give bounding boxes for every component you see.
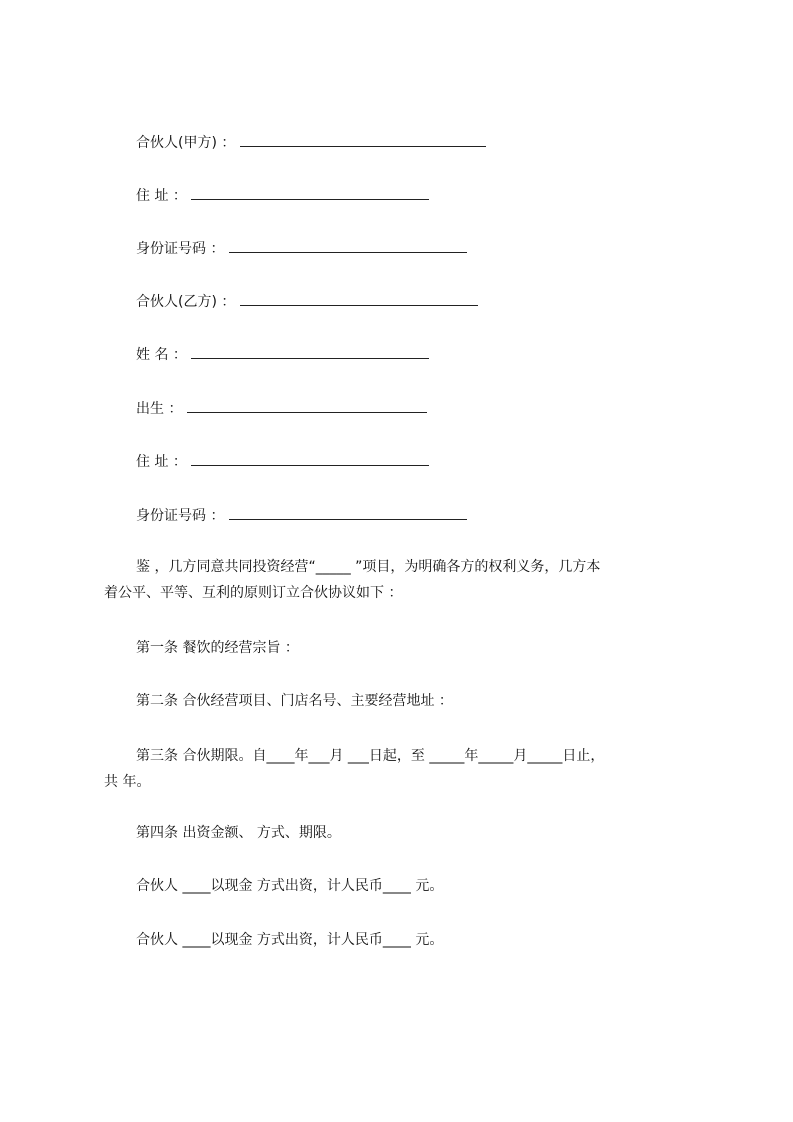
intro-paragraph xyxy=(104,554,704,606)
intro-line-1: 鉴 ，几方同意共同投资经营“_____ ”项目，为明确各方的权利义务，几方本 xyxy=(136,559,601,575)
partner-b-row xyxy=(136,291,478,312)
article-4: 第四条 出资金额、 方式、期限。 xyxy=(136,825,341,841)
address-b-label: 住 址 ： xyxy=(136,454,187,470)
birth-b-label: 出生 ： xyxy=(136,401,183,417)
name-b-row xyxy=(136,344,429,365)
article-4-partner-2: 合伙人 ____以现金 方式出资，计人民币____ 元。 xyxy=(136,932,444,948)
address-b-row xyxy=(136,451,429,472)
intro-line-2: 着公平、平等、互利的原则订立合伙协议如下 ： xyxy=(104,585,403,601)
article-3 xyxy=(104,743,704,795)
article-2: 第二条 合伙经营项目、门店名号、主要经营地址 ： xyxy=(136,693,453,709)
article-3-line-1: 第三条 合伙期限。自____年___月 ___日起，至 _____年_____月_____日止， xyxy=(136,748,605,764)
id-b-blank[interactable] xyxy=(229,505,467,520)
name-b-label: 姓 名 ： xyxy=(136,347,187,363)
partner-a-blank[interactable] xyxy=(240,132,486,147)
partner-b-blank[interactable] xyxy=(240,291,478,306)
address-a-row xyxy=(136,185,429,206)
address-a-label: 住 址 ： xyxy=(136,188,187,204)
id-b-label: 身份证号码 ： xyxy=(136,508,225,524)
partner-b-label: 合伙人(乙方) ： xyxy=(136,294,236,310)
address-a-blank[interactable] xyxy=(191,185,429,200)
id-a-blank[interactable] xyxy=(229,238,467,253)
birth-b-blank[interactable] xyxy=(187,398,427,413)
article-3-line-2: 共 年。 xyxy=(104,774,151,790)
id-a-row xyxy=(136,238,467,259)
article-4-partner-1: 合伙人 ____以现金 方式出资，计人民币____ 元。 xyxy=(136,878,444,894)
article-1: 第一条 餐饮的经营宗旨 ： xyxy=(136,640,299,656)
birth-b-row xyxy=(136,398,427,419)
partner-a-row xyxy=(136,132,486,153)
id-b-row xyxy=(136,505,467,526)
address-b-blank[interactable] xyxy=(191,451,429,466)
partner-a-label: 合伙人(甲方) ： xyxy=(136,135,236,151)
name-b-blank[interactable] xyxy=(191,344,429,359)
id-a-label: 身份证号码 ： xyxy=(136,241,225,257)
